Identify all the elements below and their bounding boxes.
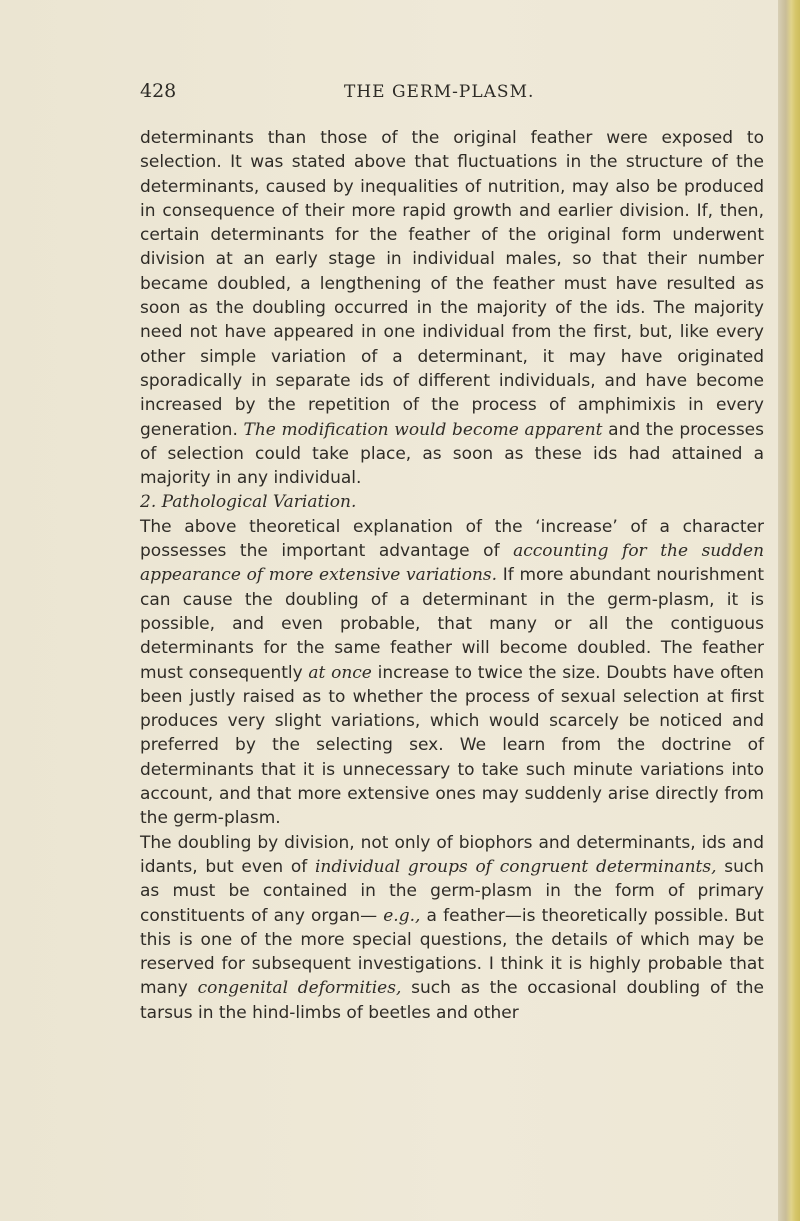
running-title: THE GERM-PLASM. [344, 82, 535, 102]
p2-italic-d: at once [308, 662, 372, 683]
p1-italic: The modification would become apparent [243, 419, 603, 440]
page-edge [778, 0, 800, 1221]
p1-text-a: determinants than those of the original feather were exposed to selection. It was stated above that fluctuations in the structure of the determinants, caused by inequalities of nutrition, may also be produced in consequence of their more rapid growth and earlier division. If, then, certain determinants for the feather of the original form underwent division at an early stage in individual males, so that their number became doubled, a lengthening of the feather must have resulted as soon as the doubling occurred in the majority of the ids. The majority need not have appeared in one individual from the first, but, like every other simple variation of a determinant, it may have originated sporadically in separate ids of different individuals, and have become increased by the repetition of the process of amphimixis in every generation. [140, 128, 764, 440]
p2-text-e: increase to twice the size. Doubts have often been justly raised as to whether the process of sexual selection at first produces very slight variations, which would scarcely be noticed and preferred by the selecting sex. We learn from the doctrine of determinants that it is unnecessary to take such minute variations into account, and that more extensive ones may suddenly arise directly from the germ-plasm. [140, 662, 765, 829]
page-header [140, 80, 780, 110]
p3-italic-b: individual groups of congruent determinants, [315, 856, 717, 877]
page-number: 428 [140, 80, 177, 102]
paragraph-2 [140, 515, 764, 831]
p3-text-a: The doubling by division, not only of biophors and determinants, ids and idants, but even of [140, 832, 764, 877]
paragraph-1 [140, 126, 764, 490]
p1-text-c: and the processes of selection could take place, as soon as these ids had attained a majority in any individual. [140, 419, 764, 489]
body-text [140, 126, 764, 1025]
p3-text-g: such as the occasional doubling of the tarsus in the hind-limbs of beetles and other [140, 978, 764, 1023]
p2-italic-b: accounting for the sudden appearance of more extensive variations. [140, 541, 765, 586]
p3-italic-f: congenital deformities, [197, 978, 402, 999]
p3-text-c: such as must be contained in the germ-plasm in the form of primary constituents of any organ— [140, 856, 764, 926]
p2-text-c: If more abundant nourishment can cause the doubling of a determinant in the germ-plasm, it is possible, and even probable, that many or all the contiguous determinants for the same feather will become doubled. The feather must consequently [140, 565, 765, 683]
section-heading: 2. Pathological Variation. [140, 492, 357, 513]
paragraph-3 [140, 831, 764, 1025]
p3-text-e: a feather—is theoretically possible. But this is one of the more special questions, the details of which may be reserved for subsequent investigations. I think it is highly probable that many [140, 905, 764, 999]
p2-text-a: The above theoretical explanation of the ‘increase’ of a character possesses the important advantage of [140, 516, 764, 562]
p3-italic-d: e.g., [383, 905, 421, 926]
